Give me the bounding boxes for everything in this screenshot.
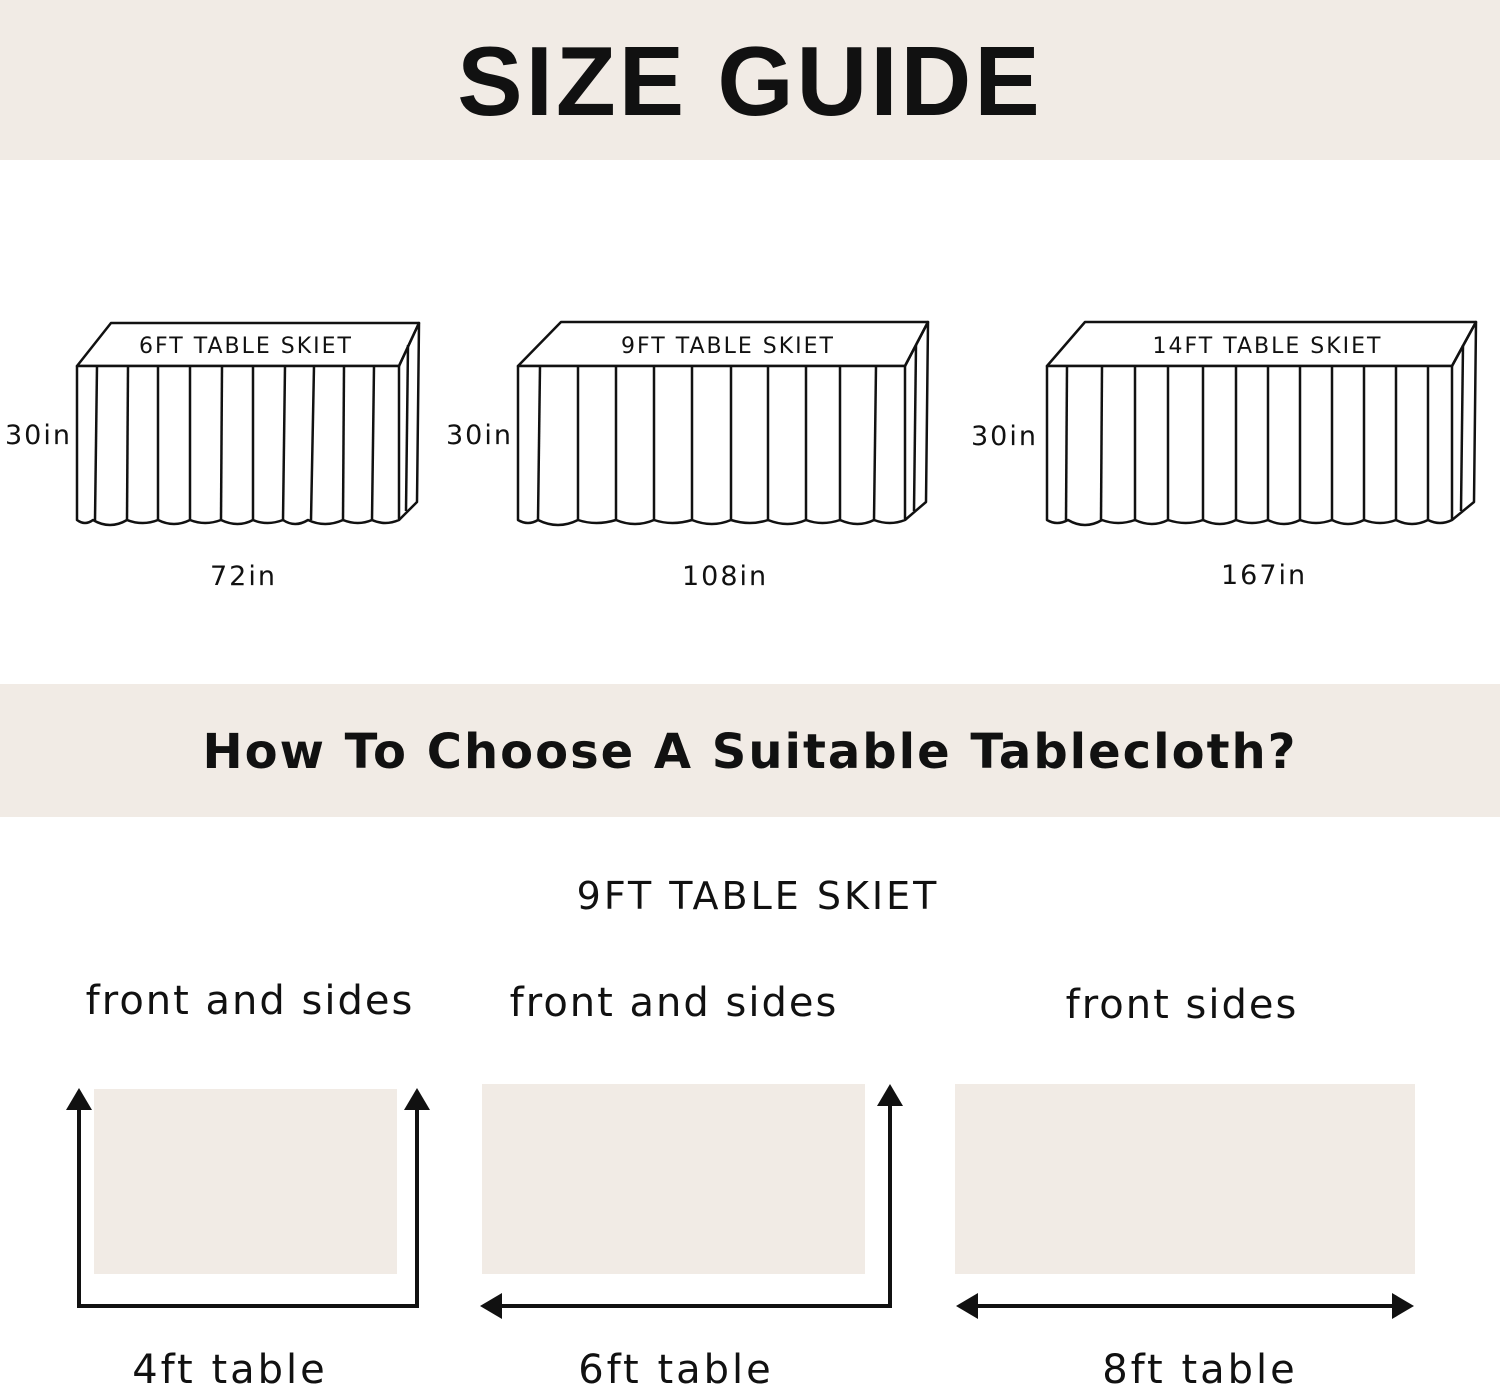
option-table-4ft: 4ft table	[132, 1347, 328, 1393]
length-label-9ft: 108in	[682, 561, 769, 592]
length-label-14ft: 167in	[1221, 560, 1308, 591]
option-coverage-4ft: front and sides	[85, 978, 415, 1024]
guide-skirt-label: 9FT TABLE SKIET	[576, 874, 940, 918]
option-table-6ft: 6ft table	[578, 1347, 774, 1393]
option-table-8ft: 8ft table	[1102, 1347, 1298, 1393]
option-coverage-6ft: front and sides	[509, 980, 839, 1026]
height-label-14ft: 30in	[971, 421, 1038, 452]
page-title: SIZE GUIDE	[457, 26, 1043, 136]
length-label-6ft: 72in	[210, 561, 277, 592]
skirt-label-6ft: 6FT TABLE SKIET	[139, 334, 353, 359]
option-coverage-8ft: front sides	[1065, 982, 1299, 1028]
arrow-front-and-sides-4ft	[79, 1104, 417, 1306]
height-label-9ft: 30in	[446, 420, 513, 451]
skirt-label-9ft: 9FT TABLE SKIET	[621, 334, 835, 359]
height-label-6ft: 30in	[5, 420, 72, 451]
guide-title: How To Choose A Suitable Tablecloth?	[202, 724, 1298, 780]
arrow-front-and-side-6ft	[496, 1100, 890, 1306]
skirt-label-14ft: 14FT TABLE SKIET	[1152, 334, 1383, 359]
